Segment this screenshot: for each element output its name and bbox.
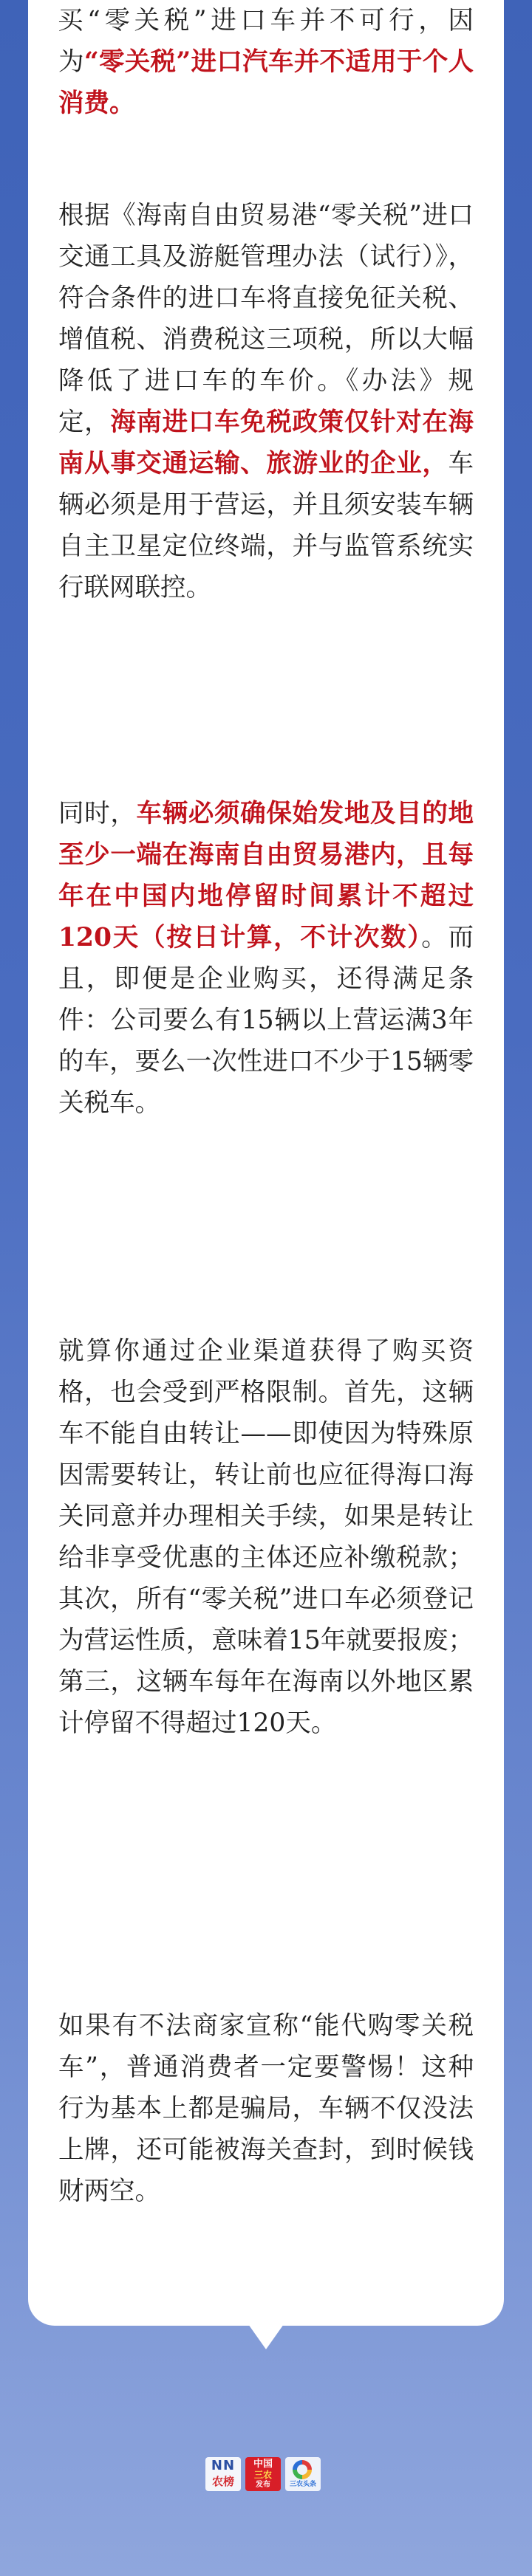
nn-logo [205,2457,241,2491]
nn-letter-1: N [211,2458,223,2473]
paragraph-1 [58,0,474,124]
nn-letter-2: N [223,2458,236,2473]
china-three-agri-logo [245,2457,281,2491]
highlight-segment: 海南进口车免税政策仅针对在海南从事交通运输、旅游业的企业， [58,408,474,478]
logo-line-1: 中国 [253,2459,273,2470]
text-segment: 根据《海南自由贸易港“零关税”进口交通工具及游艇管理办法（试行）》，符合条件的进口车将直接免征关税、增值税、消费税这三项税，所以大幅降低了进口车的车价。《办法》规定， [58,201,474,437]
text-segment: 。而且，即便是企业购买，还得满足条件：公司要么有15辆以上营运满3年的车，要么一次性进口不少于15辆零关税车。 [58,923,474,1118]
text-segment: 如果有不法商家宣称“能代购零关税车”，普通消费者一定要警惕！这种行为基本上都是骗局，车辆不仅没法上牌，还可能被海关查封，到时候钱财两空。 [58,2011,474,2206]
card-pointer [248,2324,284,2349]
highlight-segment: “零关税”进口汽车并不适用于个人消费。 [58,47,474,118]
app-logo-caption: 三农头条 [289,2481,316,2488]
logo-line-2: 三农 [253,2470,272,2480]
nn-logo-text: 农榜 [211,2475,234,2488]
app-logo-ring-icon [293,2460,312,2479]
app-logo [285,2457,321,2491]
paragraph-5 [58,2005,474,2212]
highlight-segment: 车辆必须确保始发地及目的地至少一端在海南自由贸易港内，且每年在中国内地停留时间累计不超过120天（按日计算，不计次数） [58,799,474,952]
text-segment: 就算你通过企业渠道获得了购买资格，也会受到严格限制。首先，这辆车不能自由转让——即使因为特殊原因需要转让，转让前也应征得海口海关同意并办理相关手续，如果是转让给非享受优惠的主体还应补缴税款；其次，所有“零关税”进口车必须登记为营运性质，意味着15年就要报废；第三，这辆车每年在海南以外地区累计停留不得超过120天。 [58,1336,474,1738]
paragraph-3 [58,793,474,1124]
text-segment: 同时， [58,799,137,828]
footer-logos [205,2457,321,2491]
text-segment: 买“零关税”进口车并不可行，因为 [58,6,474,77]
logo-line-3: 发布 [256,2481,270,2489]
paragraph-4 [58,1330,474,1744]
text-segment: 车辆必须是用于营运，并且须安装车辆自主卫星定位终端，并与监管系统实行联网联控。 [58,449,474,602]
paragraph-2 [58,195,474,608]
